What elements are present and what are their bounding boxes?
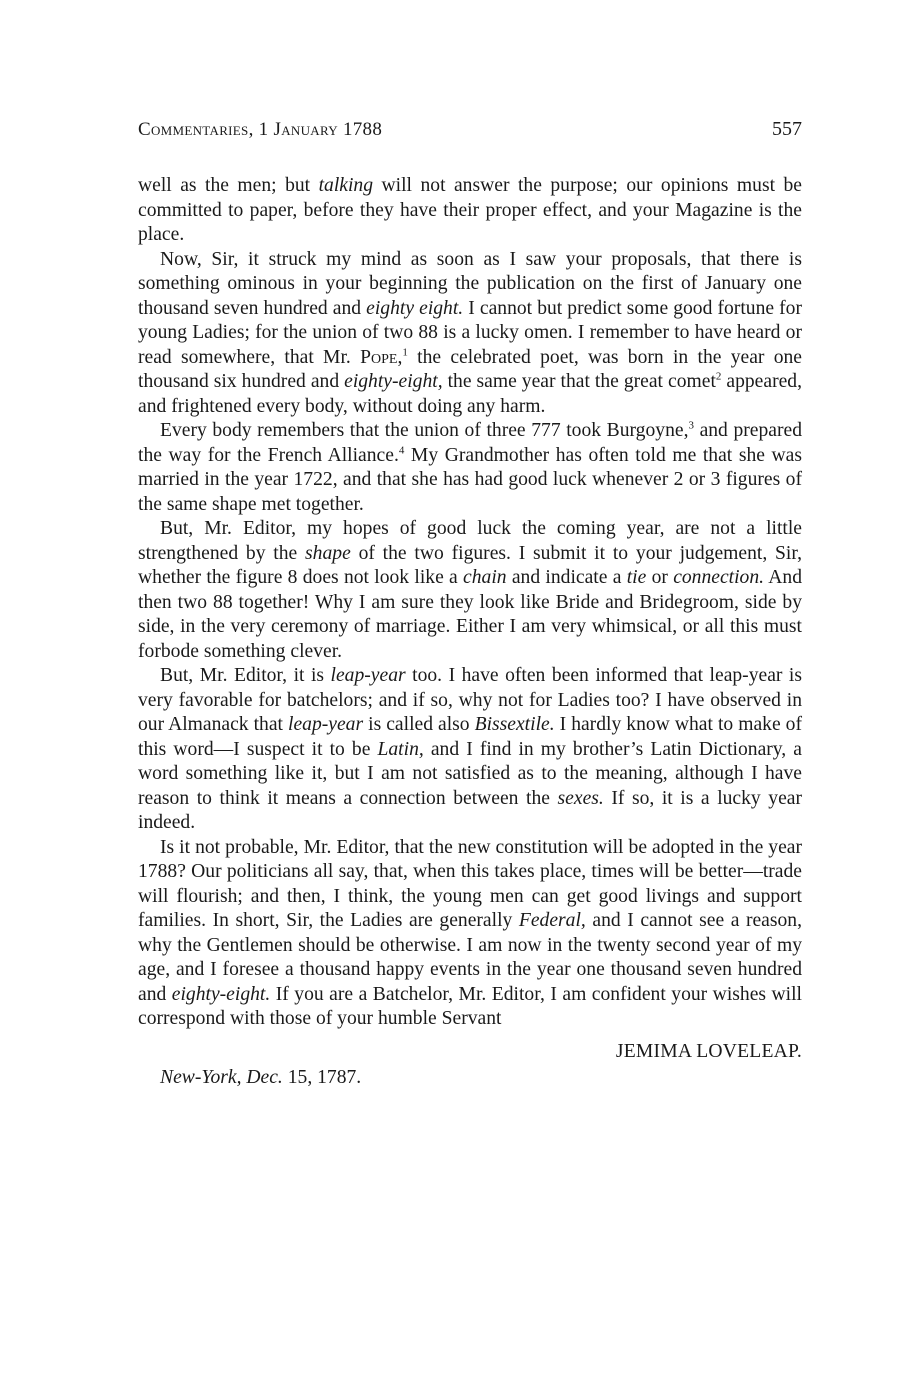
paragraph-5 xyxy=(138,664,802,836)
italic-run: eighty-eight, xyxy=(344,371,443,392)
italic-run: Federal, xyxy=(518,910,586,931)
italic-run: sexes. xyxy=(557,787,604,809)
text-run: Is it not probable, Mr. Editor, that the new constitution will be adopted in the year 1788? Our politicians all say, that, when this takes place, times will be better—trade will flourish; and then, I think, the young men can get good livings and support families. In short, Sir, the Ladies are generally xyxy=(138,836,802,931)
footnote-marker: 3 xyxy=(688,419,694,432)
text-run: and I cannot see a reason, why the Gentlemen should be otherwise. I am now in the twenty second year of my age, and I foresee a thousand happy events in the year one thousand seven hundred and xyxy=(138,910,802,1005)
page-number: 557 xyxy=(772,118,802,140)
italic-run: leap-year xyxy=(288,714,364,735)
italic-run: shape xyxy=(305,542,351,564)
text-run: too. I have often been informed that leap-year is very favorable for batchelors; and if so, why not for Ladies too? I have observed in our Almanack that xyxy=(138,665,802,735)
text-run: the same year that the great comet xyxy=(442,371,716,392)
text-run: Every body remembers that the union of three 777 took Burgoyne, xyxy=(160,420,689,441)
running-head xyxy=(138,118,802,152)
signature: JEMIMA LOVELEAP. xyxy=(615,1040,802,1062)
text-run: And then two 88 together! Why I am sure they look like Bride and Bridegroom, side by side, in the very ceremony of marriage. Either I am very whimsical, or all this must forbode something clever. xyxy=(138,567,803,662)
dateline xyxy=(138,1066,802,1091)
paragraph-4 xyxy=(138,517,802,664)
text-run: I cannot but predict some good fortune for young Ladies; for the union of two 88 is a lucky omen. I remember to have heard or read somewhere, that Mr. xyxy=(138,297,802,368)
italic-run: Bissextile. xyxy=(474,714,555,735)
document-page xyxy=(138,118,802,1091)
text-run: If so, it is a lucky year indeed. xyxy=(138,787,803,833)
dateline-place: New-York, Dec. xyxy=(160,1067,283,1088)
text-run: But, Mr. Editor, it is xyxy=(160,665,331,686)
paragraph-1 xyxy=(138,174,802,248)
text-run: Now, Sir, it struck my mind as soon as I saw your proposals, that there is something ominous in your beginning the publication on the first of January one thousand seven hundred and xyxy=(138,248,802,319)
italic-run: connection. xyxy=(673,567,765,588)
text-run: My Grandmother has often told me that she was married in the year 1722, and that she has had good luck whenever 2 or 3 figures of the same shape met together. xyxy=(138,444,802,515)
text-run: and I find in my brother’s Latin Dictionary, a word something like it, but I am not satisfied as to the meaning, although I have reason to think it means a connection between the xyxy=(138,738,802,809)
footnote-marker: 4 xyxy=(398,443,405,456)
small-caps-run: Pope, xyxy=(360,346,403,368)
paragraph-3 xyxy=(138,419,802,517)
italic-run: leap-year xyxy=(330,665,406,686)
text-run: will not answer the purpose; our opinions must be committed to paper, before they have their proper effect, and your Magazine is the place. xyxy=(138,175,802,245)
text-run: is called also xyxy=(363,714,475,735)
text-run: If you are a Batchelor, Mr. Editor, I am confident your wishes will correspond with those of your humble Servant xyxy=(138,983,802,1029)
italic-run: talking xyxy=(318,175,374,196)
paragraph-2 xyxy=(138,248,802,420)
text-run: But, Mr. Editor, my hopes of good luck the coming year, are not a little strengthened by the xyxy=(138,518,802,564)
italic-run: eighty eight. xyxy=(366,297,464,319)
text-run: well as the men; but xyxy=(138,175,319,196)
text-run: and prepared the way for the French Alliance. xyxy=(138,420,802,466)
footnote-marker: 2 xyxy=(715,370,722,383)
italic-run: tie xyxy=(626,567,647,588)
italic-run: chain xyxy=(463,567,507,588)
footnote-marker: 1 xyxy=(402,345,408,358)
text-run: the celebrated poet, was born in the year one thousand six hundred and xyxy=(138,346,803,392)
dateline-date: 15, 1787. xyxy=(282,1067,362,1088)
italic-run: eighty-eight. xyxy=(171,983,271,1005)
paragraph-6 xyxy=(138,836,802,1032)
italic-run: Latin, xyxy=(377,738,424,760)
text-run: I hardly know what to make of this word—I suspect it to be xyxy=(138,714,802,760)
text-run: or xyxy=(646,567,674,588)
text-run: appeared, and frightened every body, without doing any harm. xyxy=(138,371,802,417)
text-run: and indicate a xyxy=(506,567,627,588)
text-run: of the two figures. I submit it to your judgement, Sir, whether the figure 8 does not look like a xyxy=(138,542,803,588)
running-head-title: Commentaries, 1 January 1788 xyxy=(138,119,383,140)
